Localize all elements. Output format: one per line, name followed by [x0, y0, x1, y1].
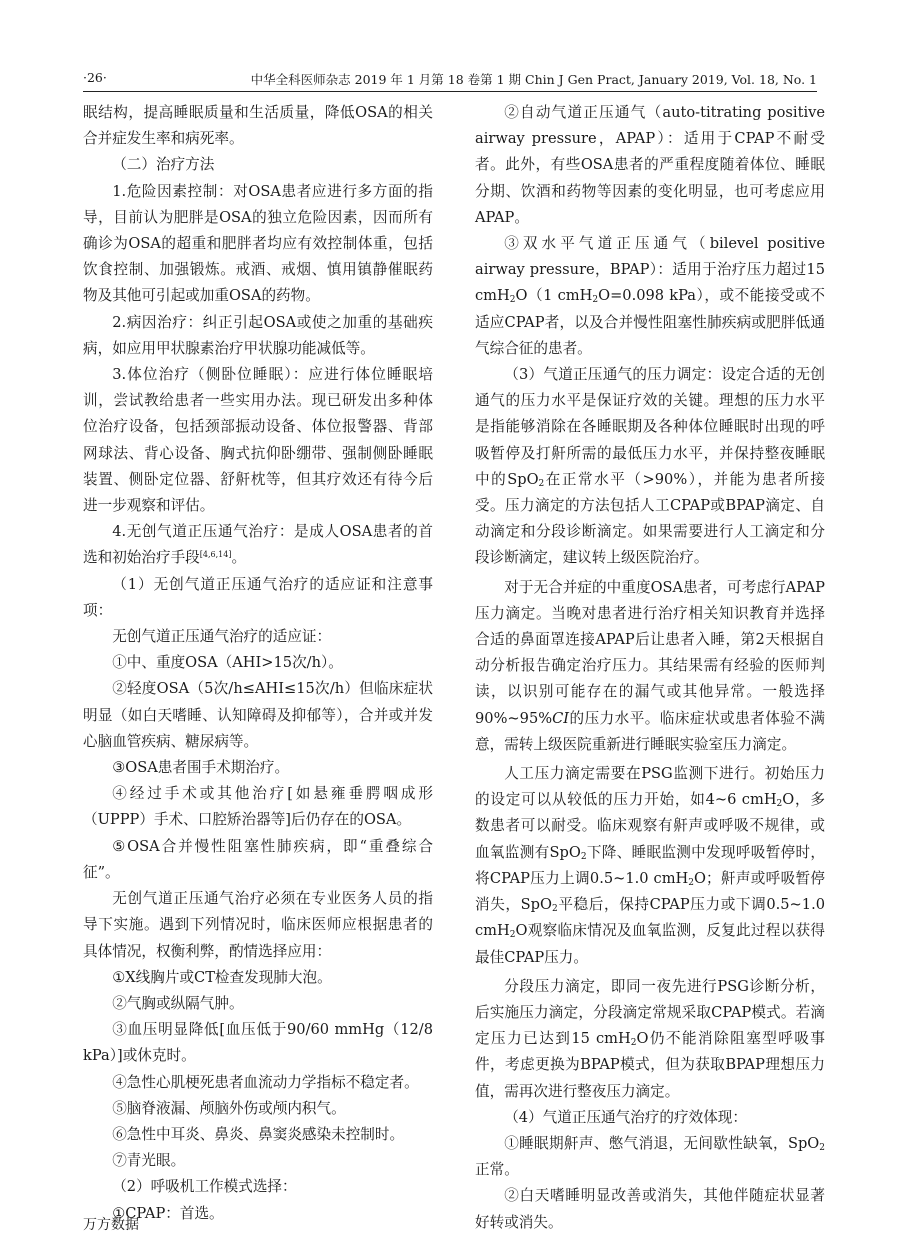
page-header	[83, 70, 817, 90]
paragraph: 4.无创气道正压通气治疗：是成人OSA患者的首选和初始治疗手段[4,6,14]。	[83, 523, 433, 567]
list-item: ⑤OSA合并慢性阻塞性肺疾病，即“重叠综合征”。	[83, 837, 433, 881]
list-item: ④经过手术或其他治疗[如悬雍垂腭咽成形（UPPP）手术、口腔矫治器等]后仍存在的OSA。	[83, 785, 433, 829]
paragraph-apap-titration: 对于无合并症的中重度OSA患者，可考虑行APAP压力滴定。当晚对患者进行治疗相关知识教育并选择合适的鼻面罩连接APAP后让患者入睡，第2天根据自动分析报告确定治疗压力。其结果需有经验的医师判读，以识别可能存在的漏气或其他异常。一般选择90%~95%CI的压力水平。临床症状或患者体验不满意，需转上级医院重新进行睡眠实验室压力滴定。	[475, 578, 825, 753]
paragraph-pressure-setting: （3）气道正压通气的压力调定：设定合适的无创通气的压力水平是保证疗效的关键。理想的压力水平是指能够消除在各睡眠期及各种体位睡眠时出现的呼吸暂停及打鼾所需的最低压力水平，并保持整夜睡眠中的SpO$_2$在正常水平（>90%），并能为患者所接受。压力滴定的方法包括人工CPAP或BPAP滴定、自动滴定和分段诊断滴定。如果需要进行人工滴定和分段诊断滴定，建议转上级医院治疗。	[475, 366, 825, 567]
list-item: ⑦青光眼。	[112, 1152, 186, 1170]
citation: [4,6,14]	[199, 550, 232, 560]
list-item: ④急性心肌梗死患者血流动力学指标不稳定者。	[112, 1073, 419, 1091]
list-item: ②轻度OSA（5次/h≤AHI≤15次/h）但临床症状明显（如白天嗜睡、认知障碍及抑郁等），合并或并发心脑血管疾病、糖尿病等。	[83, 680, 433, 750]
section-heading: （4）气道正压通气治疗的疗效体现：	[504, 1108, 747, 1126]
paragraph: 1.危险因素控制：对OSA患者应进行多方面的指导，目前认为肥胖是OSA的独立危险因素，因而所有确诊为OSA的超重和肥胖者均应有效控制体重，包括饮食控制、加强锻炼。戒酒、戒烟、慎用镇静催眠药物及其他可引起或加重OSA的药物。	[83, 182, 433, 305]
list-item: ①睡眠期鼾声、憋气消退，无间歇性缺氧，SpO$_2$正常。	[475, 1134, 825, 1179]
list-item: ③OSA患者围手术期治疗。	[112, 759, 290, 777]
paragraph: 3.体位治疗（侧卧位睡眠）：应进行体位睡眠培训，尝试教给患者一些实用办法。现已研发出多种体位治疗设备，包括颈部振动设备、体位报警器、背部网球法、背心设备、胸式抗仰卧绷带、强制侧卧睡眠装置、侧卧定位器、舒鼾枕等，但其疗效还有待今后进一步观察和评估。	[83, 366, 433, 515]
left-column	[83, 100, 433, 1227]
paragraph: 无创气道正压通气治疗的适应证：	[112, 628, 332, 646]
list-item: （2）呼吸机工作模式选择：	[112, 1178, 297, 1196]
paragraph-manual-titration: 人工压力滴定需要在PSG监测下进行。初始压力的设定可以从较低的压力开始，如4~6 cmH$_2$O，多数患者可以耐受。临床观察有鼾声或呼吸不规律，或血氧监测有SpO$_2$下降、睡眠监测中发现呼吸暂停时，将CPAP压力上调0.5~1.0 cmH$_2$O；鼾声或呼吸暂停消失，SpO$_2$平稳后，保持CPAP压力或下调0.5~1.0 cmH$_2$O观察临床情况及血氧监测，反复此过程以获得最佳CPAP压力。	[475, 765, 826, 966]
list-item: ②气胸或纵隔气肿。	[112, 994, 244, 1012]
paragraph: 眠结构，提高睡眠质量和生活质量，降低OSA的相关合并症发生率和病死率。	[83, 104, 433, 148]
header-rule	[83, 91, 817, 92]
journal-citation-line: 中华全科医师杂志 2019 年 1 月第 18 卷第 1 期 Chin J Gen Pract, January 2019, Vol. 18, No. 1	[250, 72, 817, 87]
list-item: ①中、重度OSA（AHI>15次/h）。	[112, 654, 343, 672]
list-item: ①CPAP：首选。	[112, 1204, 224, 1222]
paragraph: 无创气道正压通气治疗必须在专业医务人员的指导下实施。遇到下列情况时，临床医师应根据患者的具体情况，权衡利弊，酌情选择应用：	[83, 890, 433, 960]
paragraph: （1）无创气道正压通气治疗的适应证和注意事项：	[83, 575, 433, 619]
page-number: ·26·	[83, 70, 107, 85]
list-item: ①X线胸片或CT检查发现肺大泡。	[112, 968, 332, 986]
list-item: ⑤脑脊液漏、颅脑外伤或颅内积气。	[112, 1099, 346, 1117]
list-item: ②白天嗜睡明显改善或消失，其他伴随症状显著好转或消失。	[475, 1187, 825, 1231]
paragraph: 2.病因治疗：纠正引起OSA或使之加重的基础疾病，如应用甲状腺素治疗甲状腺功能减低等。	[83, 313, 433, 357]
paragraph-apap: ②自动气道正压通气（auto-titrating positive airway pressure，APAP）：适用于CPAP不耐受者。此外，有些OSA患者的严重程度随着体位、睡眠分期、饮酒和药物等因素的变化明显，也可考虑应用APAP。	[475, 104, 825, 226]
paragraph-bpap: ③双水平气道正压通气（bilevel positive airway pressure，BPAP）：适用于治疗压力超过15 cmH$_2$O（1 cmH$_2$O=0.098 kPa），或不能接受或不适应CPAP者，以及合并慢性阻塞性肺疾病或肥胖低通气综合征的患者。	[475, 235, 825, 357]
list-item: ⑥急性中耳炎、鼻炎、鼻窦炎感染未控制时。	[112, 1125, 405, 1143]
section-heading: （二）治疗方法	[112, 156, 215, 174]
paragraph-split-titration: 分段压力滴定，即同一夜先进行PSG诊断分析，后实施压力滴定，分段滴定常规采取CPAP模式。若滴定压力已达到15 cmH$_2$O仍不能消除阻塞型呼吸事件，考虑更换为BPAP模式，但为获取BPAP理想压力值，需再次进行整夜压力滴定。	[475, 977, 826, 1100]
list-item: ③血压明显降低[血压低于90/60 mmHg（12/8 kPa）]或休克时。	[83, 1021, 433, 1065]
footer-source: 万方数据	[83, 1217, 139, 1233]
right-column	[475, 100, 825, 1236]
